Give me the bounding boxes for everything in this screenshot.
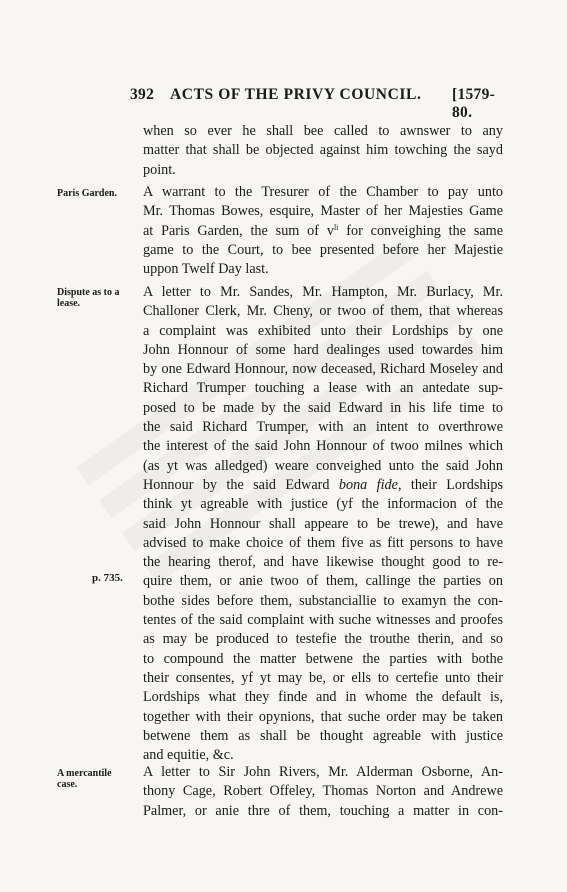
text-fragment: at Paris Garden, the sum of v — [143, 222, 334, 239]
running-header — [130, 86, 496, 121]
entry-mercantile-case — [143, 763, 503, 821]
text-line: Mr. Thomas Bowes, esquire, Master of her Majesties Game — [143, 203, 503, 220]
text-line: the interest of the said John Honnour of twoo milnes which — [143, 438, 503, 455]
text-line: bothe sides before them, substanciallie to examyn the con- — [143, 592, 503, 609]
text-line: when so ever he shall bee called to awnswer to any — [143, 123, 503, 139]
text-line: a complaint was exhibited unto their Lordships by one — [143, 322, 503, 339]
superscript-li: li — [333, 222, 339, 232]
running-title: ACTS OF THE PRIVY COUNCIL. — [170, 86, 422, 103]
margin-note-dispute-lease: Dispute as to a lease. — [57, 287, 120, 309]
margin-note-mercantile-case: A mercantile case. — [57, 768, 112, 790]
entry-dispute-lease — [143, 283, 503, 765]
entry-paris-garden — [143, 183, 503, 279]
text-line: the said Richard Trumper, with an intent to overthrowe — [143, 419, 503, 436]
text-line: Palmer, or anie thre of them, touching a matter in con- — [143, 802, 503, 819]
text-line: to compound the matter betwene the parties with bothe — [143, 650, 503, 667]
text-line: A letter to Sir John Rivers, Mr. Alderman Osborne, An- — [143, 764, 503, 780]
text-line: point. — [143, 161, 176, 178]
text-fragment: Honnour by the said Edward — [143, 476, 339, 493]
text-line: quire them, or anie twoo of them, callinge the parties on — [143, 573, 503, 590]
text-line: Richard Trumper touching a lease with an antedate sup- — [143, 380, 503, 397]
text-line: their consentes, yf yt may be, or ells to certefie unto their — [143, 669, 503, 686]
text-line — [143, 222, 503, 241]
year-range: [1579-80. — [452, 86, 496, 121]
text-line: think yt agreable with justice (yf the informacion of the — [143, 496, 503, 513]
text-line: Lordships what they finde and in whome the default is, — [143, 689, 503, 706]
page-reference: p. 735. — [92, 572, 123, 584]
italic-phrase: bona fide — [338, 476, 398, 493]
text-line: as may be produced to testefie the trouthe therin, and so — [143, 631, 503, 648]
text-line — [143, 476, 503, 495]
text-line: (as yt was alledged) weare conveighed unto the said John — [143, 457, 503, 474]
text-line: John Honnour of some hard dealinges used towardes him — [143, 341, 503, 358]
text-line: Challoner Clerk, Mr. Cheny, or twoo of them, that whereas — [143, 303, 503, 320]
text-line: together with their opynions, that suche order may be taken — [143, 708, 503, 725]
text-line: tentes of the said complaint with suche witnesses and proofes — [143, 612, 503, 629]
text-line: A letter to Mr. Sandes, Mr. Hampton, Mr. Burlacy, Mr. — [143, 284, 503, 300]
text-line: the hearing therof, and have likewise thought good to re- — [143, 554, 503, 571]
text-line: by one Edward Honnour, now deceased, Richard Moseley and — [143, 361, 503, 378]
text-line: said John Honnour shall appeare to be trewe), and have — [143, 515, 503, 532]
margin-note-paris-garden: Paris Garden. — [57, 188, 117, 199]
text-line: thony Cage, Robert Offeley, Thomas Norton and Andrewe — [143, 783, 503, 800]
text-fragment: , their Lordships — [397, 476, 504, 493]
text-line: A warrant to the Tresurer of the Chamber to pay unto — [143, 184, 503, 200]
text-line: and equitie, &c. — [143, 747, 234, 764]
text-line: posed to be made by the said Edward in his life time to — [143, 399, 503, 416]
text-line: advised to make choice of them five as fitt persons to have — [143, 534, 503, 551]
text-line: betwene them as shall be thought agreable with justice — [143, 727, 503, 744]
continuation-paragraph — [143, 122, 503, 180]
text-line: matter that shall be objected against him towching the sayd — [143, 142, 503, 159]
text-fragment: for conveighing the same — [338, 222, 503, 239]
page-number: 392 — [130, 86, 155, 103]
text-line: uppon Twelf Day last. — [143, 261, 269, 278]
text-line: game to the Court, to bee presented before her Majestie — [143, 241, 503, 258]
